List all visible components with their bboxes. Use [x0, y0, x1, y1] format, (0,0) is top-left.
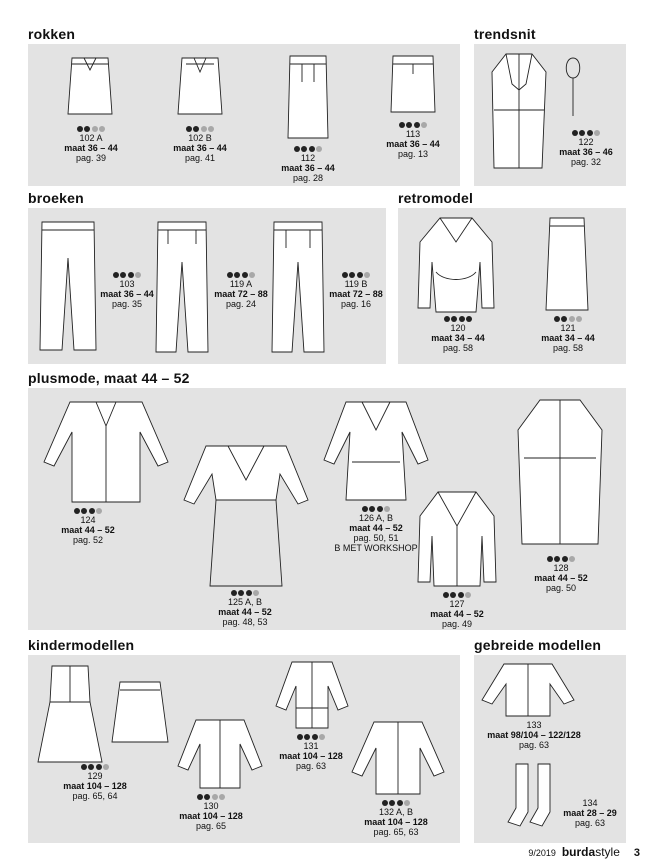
model-page: pag. 49 [441, 619, 473, 629]
model-size: maat 44 – 52 [534, 573, 588, 583]
model-number: 128 [553, 563, 569, 573]
difficulty-dot [572, 130, 578, 136]
sketch-122-belt [560, 54, 586, 120]
difficulty-dot [253, 590, 259, 596]
model-page: pag. 63 [574, 818, 606, 828]
model-number: 126 A, B [358, 513, 394, 523]
label-126 [326, 504, 426, 553]
sketch-129 [34, 662, 106, 768]
difficulty-dot [444, 316, 450, 322]
model-size: maat 44 – 52 [430, 609, 484, 619]
difficulty-dot [357, 272, 363, 278]
page-footer [528, 845, 640, 859]
difficulty-dots [174, 792, 248, 800]
difficulty-dot [234, 272, 240, 278]
difficulty-dots [378, 120, 448, 128]
difficulty-dot [77, 126, 83, 132]
difficulty-dot [309, 146, 315, 152]
difficulty-dots [58, 124, 124, 132]
difficulty-dots [167, 124, 233, 132]
difficulty-dot [74, 508, 80, 514]
difficulty-dot [242, 272, 248, 278]
difficulty-dot [304, 734, 310, 740]
sketch-119a [152, 218, 212, 356]
difficulty-dot [208, 126, 214, 132]
model-number: 133 [526, 720, 542, 730]
model-number: 134 [582, 798, 598, 808]
model-size: maat 36 – 46 [559, 147, 613, 157]
difficulty-dot [204, 794, 210, 800]
section-title-kindermodellen: kindermodellen [28, 637, 135, 653]
difficulty-dot [404, 800, 410, 806]
difficulty-dot [377, 506, 383, 512]
difficulty-dot [421, 122, 427, 128]
model-size: maat 98/104 – 122/128 [487, 730, 581, 740]
difficulty-dot [458, 592, 464, 598]
difficulty-dots [426, 314, 490, 322]
sketch-128 [514, 394, 606, 550]
difficulty-dot [362, 506, 368, 512]
model-page: pag. 65 [195, 821, 227, 831]
difficulty-dot [89, 508, 95, 514]
model-number: 103 [119, 279, 135, 289]
model-number: 125 A, B [227, 597, 263, 607]
model-size: maat 36 – 44 [64, 143, 118, 153]
model-number: 121 [560, 323, 576, 333]
model-size: maat 72 – 88 [329, 289, 383, 299]
label-121 [536, 314, 600, 353]
difficulty-dots [273, 144, 343, 152]
difficulty-dot [88, 764, 94, 770]
difficulty-dot [135, 272, 141, 278]
model-page: pag. 63 [518, 740, 550, 750]
label-102a [58, 124, 124, 163]
difficulty-dot [81, 508, 87, 514]
difficulty-dots [528, 554, 594, 562]
difficulty-dot [84, 126, 90, 132]
difficulty-dots [58, 762, 132, 770]
sketch-102b [172, 52, 228, 122]
difficulty-dot [301, 146, 307, 152]
difficulty-dot [219, 794, 225, 800]
difficulty-dot [249, 272, 255, 278]
sketch-103 [36, 218, 100, 354]
difficulty-dots [96, 270, 158, 278]
difficulty-dot [120, 272, 126, 278]
model-number: 131 [303, 741, 319, 751]
model-size: maat 36 – 44 [386, 139, 440, 149]
difficulty-dot [466, 316, 472, 322]
difficulty-dots [212, 588, 278, 596]
difficulty-dot [594, 130, 600, 136]
difficulty-dot [103, 764, 109, 770]
sketch-122 [488, 50, 550, 172]
difficulty-dot [227, 272, 233, 278]
difficulty-dots [210, 270, 272, 278]
model-number: 120 [450, 323, 466, 333]
difficulty-dot [349, 272, 355, 278]
difficulty-dot [113, 272, 119, 278]
model-number: 113 [405, 129, 421, 139]
label-134 [560, 798, 620, 828]
model-size: maat 44 – 52 [218, 607, 272, 617]
difficulty-dot [450, 592, 456, 598]
difficulty-dot [554, 556, 560, 562]
label-120 [426, 314, 490, 353]
difficulty-dot [96, 508, 102, 514]
difficulty-dot [186, 126, 192, 132]
sketch-130 [174, 716, 266, 792]
difficulty-dots [555, 128, 617, 136]
brand-bold: burda [561, 845, 596, 859]
difficulty-dot [554, 316, 560, 322]
difficulty-dots [536, 314, 600, 322]
sketch-112 [280, 52, 336, 142]
model-number: 119 A [229, 279, 253, 289]
sketch-133 [478, 660, 578, 720]
sketch-113 [385, 52, 441, 118]
difficulty-dot [587, 130, 593, 136]
label-124 [56, 506, 120, 545]
model-size: maat 104 – 128 [179, 811, 243, 821]
model-page: pag. 41 [184, 153, 216, 163]
label-103 [96, 270, 158, 309]
model-page: pag. 50, 51 [353, 533, 399, 543]
model-page: pag. 39 [75, 153, 107, 163]
difficulty-dot [342, 272, 348, 278]
section-title-broeken: broeken [28, 190, 84, 206]
model-size: maat 36 – 44 [281, 163, 335, 173]
model-page: pag. 58 [552, 343, 584, 353]
sketch-129-skirt [108, 676, 172, 748]
brand-light: style [595, 845, 620, 859]
section-title-trendsnit: trendsnit [474, 26, 536, 42]
difficulty-dot [579, 130, 585, 136]
difficulty-dot [92, 126, 98, 132]
difficulty-dot [193, 126, 199, 132]
label-125 [212, 588, 278, 627]
sketch-102a [62, 52, 118, 122]
difficulty-dot [465, 592, 471, 598]
sketch-119b [268, 218, 328, 356]
difficulty-dot [201, 126, 207, 132]
difficulty-dot [451, 316, 457, 322]
model-page: pag. 13 [397, 149, 429, 159]
difficulty-dots [326, 504, 426, 512]
difficulty-dot [562, 556, 568, 562]
difficulty-dot [128, 272, 134, 278]
difficulty-dot [369, 506, 375, 512]
model-page: pag. 63 [295, 761, 327, 771]
label-128 [528, 554, 594, 593]
difficulty-dot [246, 590, 252, 596]
difficulty-dot [389, 800, 395, 806]
model-note: B MET WORKSHOP [334, 543, 418, 553]
model-page: pag. 16 [340, 299, 372, 309]
sketch-132 [348, 718, 448, 798]
model-page: pag. 48, 53 [222, 617, 268, 627]
page-number: 3 [633, 847, 640, 859]
section-title-rokken: rokken [28, 26, 76, 42]
label-113 [378, 120, 448, 159]
difficulty-dot [382, 800, 388, 806]
difficulty-dots [356, 798, 436, 806]
difficulty-dots [325, 270, 387, 278]
difficulty-dot [212, 794, 218, 800]
difficulty-dots [56, 506, 120, 514]
model-page: pag. 24 [225, 299, 257, 309]
label-130 [174, 792, 248, 831]
difficulty-dot [197, 794, 203, 800]
sketch-127 [414, 486, 500, 590]
section-title-plusmode: plusmode, maat 44 – 52 [28, 370, 190, 386]
label-129 [58, 762, 132, 801]
difficulty-dot [316, 146, 322, 152]
difficulty-dot [414, 122, 420, 128]
difficulty-dot [96, 764, 102, 770]
difficulty-dot [384, 506, 390, 512]
difficulty-dot [576, 316, 582, 322]
label-119a [210, 270, 272, 309]
difficulty-dot [99, 126, 105, 132]
difficulty-dot [569, 556, 575, 562]
sketch-125 [176, 440, 316, 590]
difficulty-dot [397, 800, 403, 806]
model-number: 129 [87, 771, 103, 781]
model-size: maat 36 – 44 [173, 143, 227, 153]
difficulty-dot [297, 734, 303, 740]
model-size: maat 72 – 88 [214, 289, 268, 299]
sketch-131 [272, 658, 352, 732]
difficulty-dot [399, 122, 405, 128]
sketch-120 [414, 212, 498, 316]
difficulty-dot [294, 146, 300, 152]
section-title-retromodel: retromodel [398, 190, 474, 206]
model-number: 112 [300, 153, 316, 163]
model-size: maat 28 – 29 [563, 808, 617, 818]
label-122 [555, 128, 617, 167]
label-112 [273, 144, 343, 183]
model-page: pag. 65, 63 [373, 827, 419, 837]
model-size: maat 104 – 128 [364, 817, 428, 827]
difficulty-dot [443, 592, 449, 598]
model-page: pag. 28 [292, 173, 324, 183]
model-size: maat 34 – 44 [541, 333, 595, 343]
section-title-gebreide: gebreide modellen [474, 637, 602, 653]
model-size: maat 104 – 128 [63, 781, 127, 791]
model-size: maat 104 – 128 [279, 751, 343, 761]
model-number: 130 [203, 801, 219, 811]
model-page: pag. 58 [442, 343, 474, 353]
difficulty-dot [81, 764, 87, 770]
model-size: maat 36 – 44 [100, 289, 154, 299]
difficulty-dots [424, 590, 490, 598]
model-number: 124 [80, 515, 96, 525]
difficulty-dot [561, 316, 567, 322]
difficulty-dot [364, 272, 370, 278]
model-number: 122 [578, 137, 594, 147]
model-page: pag. 50 [545, 583, 577, 593]
model-page: pag. 52 [72, 535, 104, 545]
difficulty-dot [547, 556, 553, 562]
difficulty-dot [406, 122, 412, 128]
label-102b [167, 124, 233, 163]
difficulty-dots [274, 732, 348, 740]
model-size: maat 44 – 52 [349, 523, 403, 533]
difficulty-dot [231, 590, 237, 596]
difficulty-dot [312, 734, 318, 740]
label-131 [274, 732, 348, 771]
brand-logo [562, 845, 620, 859]
difficulty-dot [569, 316, 575, 322]
model-size: maat 44 – 52 [61, 525, 115, 535]
difficulty-dot [238, 590, 244, 596]
model-page: pag. 65, 64 [72, 791, 118, 801]
sketch-124 [36, 396, 176, 506]
difficulty-dot [459, 316, 465, 322]
model-number: 102 A [79, 133, 103, 143]
model-number: 132 A, B [378, 807, 414, 817]
model-number: 127 [449, 599, 465, 609]
issue-label: 9/2019 [528, 848, 556, 858]
sketch-121 [542, 214, 592, 314]
label-127 [424, 590, 490, 629]
label-119b [325, 270, 387, 309]
model-number: 119 B [344, 279, 368, 289]
label-133 [484, 720, 584, 750]
model-size: maat 34 – 44 [431, 333, 485, 343]
model-number: 102 B [188, 133, 212, 143]
model-page: pag. 35 [111, 299, 143, 309]
label-132 [356, 798, 436, 837]
model-page: pag. 32 [570, 157, 602, 167]
sketch-134 [506, 760, 562, 832]
difficulty-dot [319, 734, 325, 740]
